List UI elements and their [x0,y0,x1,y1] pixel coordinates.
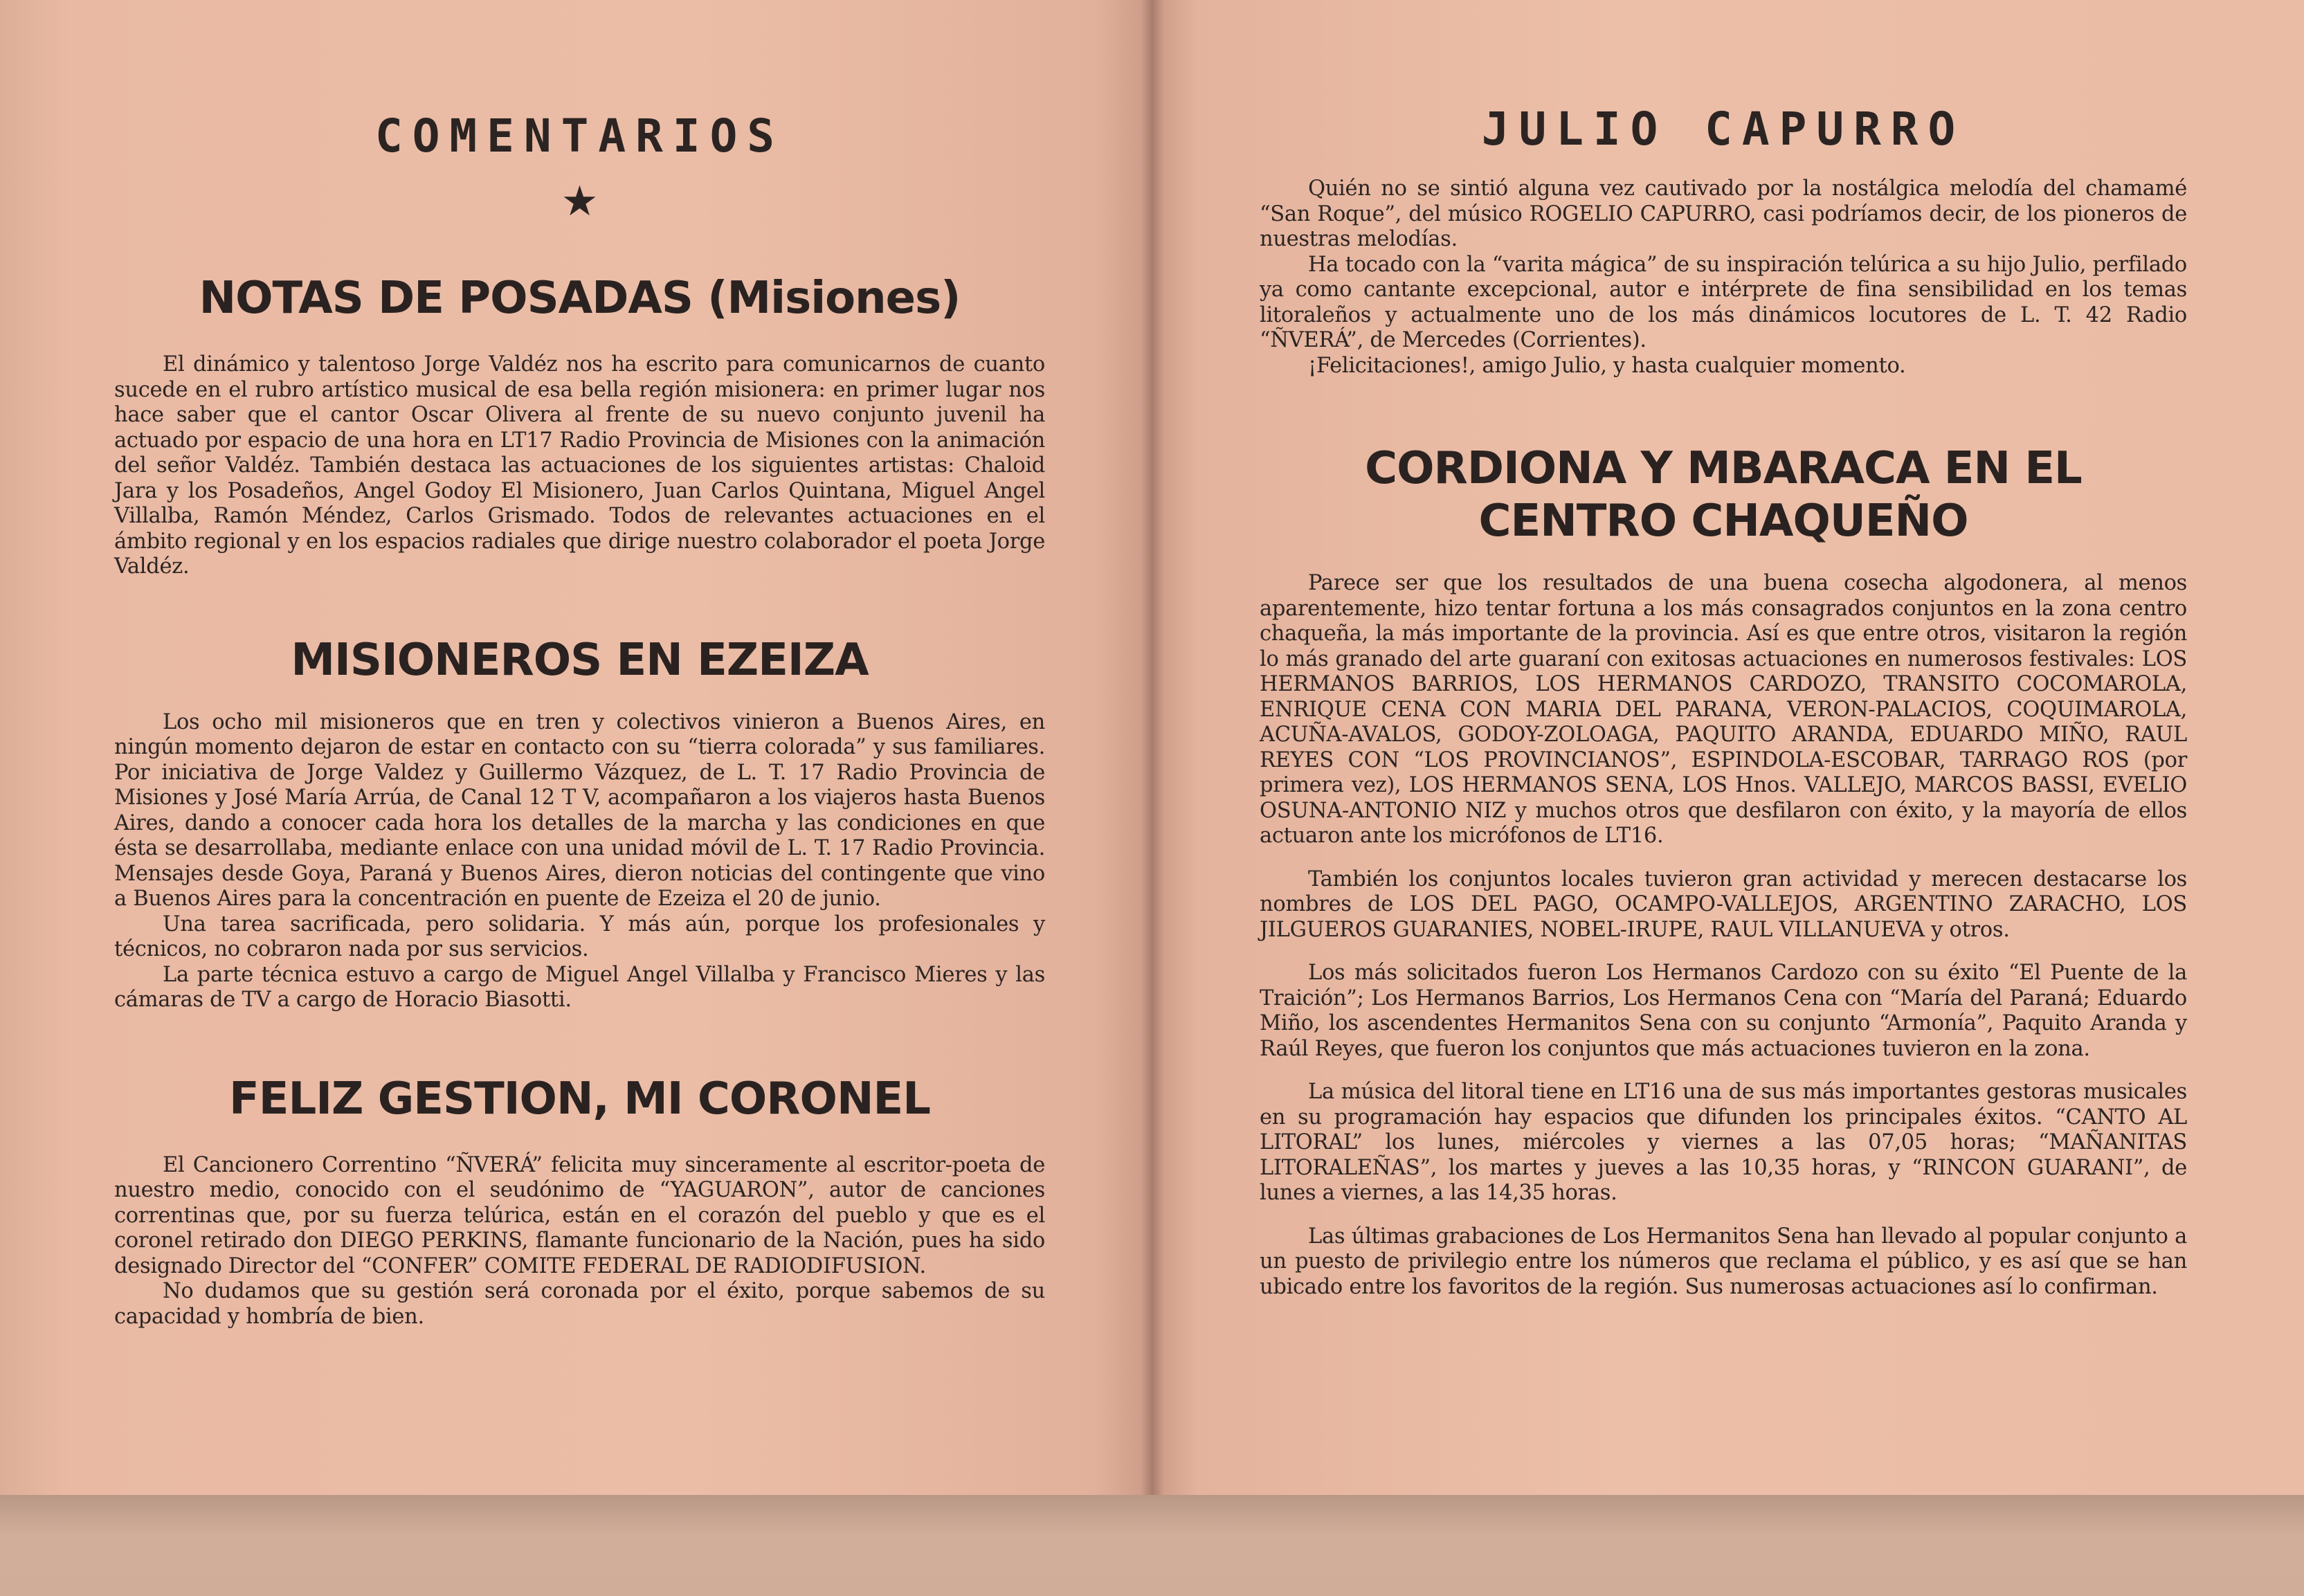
left-page-content [114,97,1045,1330]
section-title-julio-capurro: JULIO CAPURRO [1481,102,1966,156]
paragraph: Quién no se sintió alguna vez cautivado por la nostálgica melodía del chamamé “San Roque”, del músico ROGELIO CAPURRO, casi podríamos decir, de los pioneros de nuestras melodías. [1260,176,2187,251]
star-ornament: ★ [561,177,599,226]
scan-background-bottom [0,1495,2304,1596]
paragraph: La música del litoral tiene en LT16 una de sus más importantes gestoras musicales en su programación hay espacios que difunden los principales éxitos. “CANTO AL LITORAL” los lunes, miércoles y viernes a las 07,05 horas; “MAÑANITAS LITORALEÑAS”, los martes y jueves a las 10,35 horas, y “RINCON GUARANI”, de lunes a viernes, a las 14,35 horas. [1260,1080,2187,1205]
section-body-julio-capurro [1260,176,2187,379]
title-line-1: CORDIONA Y MBARACA EN EL [1365,443,2082,494]
section-title-cordiona-y-mbaraca [1260,442,2187,547]
paragraph: La parte técnica estuvo a cargo de Miguel Angel Villalba y Francisco Mieres y las cámaras de TV a cargo de Horacio Biasotti. [114,962,1045,1012]
paragraph: ¡Felicitaciones!, amigo Julio, y hasta cualquier momento. [1308,353,1906,378]
paragraph: También los conjuntos locales tuvieron gran actividad y merecen destacarse los nombres de LOS DEL PAGO, OCAMPO-VALLEJOS, ARGENTINO ZARACHO, LOS JILGUEROS GUARANIES, NOBEL-IRUPE, RAUL VILLANUEVA y otros. [1260,867,2187,942]
paragraph: El dinámico y talentoso Jorge Valdéz nos ha escrito para comunicarnos de cuanto sucede en el rubro artístico musical de esa bella región misionera: en primer lugar nos hace saber que el cantor Oscar Olivera al frente de su nuevo conjunto juvenil ha actuado por espacio de una hora en LT17 Radio Provincia de Misiones con la animación del señor Valdéz. También destaca las actuaciones de los siguientes artistas: Chaloid Jara y los Posadeños, Angel Godoy El Misionero, Juan Carlos Quintana, Miguel Angel Villalba, Ramón Méndez, Carlos Grismado. Todos de relevantes actuaciones en el ámbito regional y en los espacios radiales que dirige nuestro colaborador el poeta Jorge Valdéz. [114,352,1045,579]
paragraph: No dudamos que su gestión será coronada por el éxito, porque sabemos de su capacidad y hombría de bien. [114,1279,1045,1329]
paragraph: Parece ser que los resultados de una buena cosecha algodonera, al menos aparentemente, hizo tentar fortuna a los más consagrados conjuntos en la zona centro chaqueña, la más importante de la provincia. Así es que entre otros, visitaron la región lo más granado del arte guaraní con exitosas actuaciones en numerosos festivales: LOS HERMANOS BARRIOS, LOS HERMANOS CARDOZO, TRANSITO COCOMAROLA, ENRIQUE CENA CON MARIA DEL PARANA, VERON-PALACIOS, COQUIMAROLA, ACUÑA-AVALOS, GODOY-ZOLOAGA, PAQUITO ARANDA, EDUARDO MIÑO, RAUL REYES CON “LOS PROVINCIANOS”, ESPINDOLA-ESCOBAR, TARRAGO ROS (por primera vez), LOS HERMANOS SENA, LOS Hnos. VALLEJO, MARCOS BASSI, EVELIO OSUNA-ANTONIO NIZ y muchos otros que desfilaron con éxito, y la mayoría de ellos actuaron ante los micrófonos de LT16. [1260,571,2187,848]
section-title-misioneros-en-ezeiza: MISIONEROS EN EZEIZA [291,634,869,686]
paragraph: Las últimas grabaciones de Los Hermanitos Sena han llevado al popular conjunto a un puesto de privilegio entre los números que reclama el público, y es así que se han ubicado entre los favoritos de la región. Sus numerosas actuaciones así lo confirman. [1260,1224,2187,1299]
section-body-misioneros-en-ezeiza [114,710,1045,1013]
section-body-cordiona-y-mbaraca [1260,571,2187,1300]
paragraph: Los ocho mil misioneros que en tren y colectivos vinieron a Buenos Aires, en ningún momento dejaron de estar en contacto con su “tierra colorada” y sus familiares. Por iniciativa de Jorge Valdez y Guillermo Vázquez, de L. T. 17 Radio Provincia de Misiones y José María Arrúa, de Canal 12 T V, acompañaron a los viajeros hasta Buenos Aires, dando a conocer cada hora los detalles de la marcha y las condiciones en que ésta se desarrollaba, mediante enlace con una unidad móvil de L. T. 17 Radio Provincia. Mensajes desde Goya, Paraná y Buenos Aires, dieron noticias del contingente que vino a Buenos Aires para la concentración en puente de Ezeiza el 20 de junio. [114,709,1045,911]
section-body-feliz-gestion [114,1153,1045,1330]
page-header-comentarios: COMENTARIOS [374,109,785,163]
title-line-2: CENTRO CHAQUEÑO [1478,496,1968,547]
section-title-feliz-gestion: FELIZ GESTION, MI CORONEL [229,1073,930,1125]
paragraph: Una tarea sacrificada, pero solidaria. Y más aún, porque los profesionales y técnicos, no cobraron nada por sus servicios. [114,912,1045,961]
right-page-content [1260,97,2187,1300]
paragraph: Ha tocado con la “varita mágica” de su inspiración telúrica a su hijo Julio, perfilado ya como cantante excepcional, autor e intérprete de fina sensibilidad en los temas litoraleños y actualmente uno de los más dinámicos locutores de L. T. 42 Radio “ÑVERÁ”, de Mercedes (Corrientes). [1260,252,2187,352]
section-body-notas-de-posadas [114,352,1045,580]
section-title-notas-de-posadas: NOTAS DE POSADAS (Misiones) [199,273,961,324]
paragraph: El Cancionero Correntino “ÑVERÁ” felicita muy sinceramente al escritor-poeta de nuestro medio, conocido con el seudónimo de “YAGUARON”, autor de canciones correntinas que, por su fuerza telúrica, están en el corazón del pueblo y que es el coronel retirado don DIEGO PERKINS, flamante funcionario de la Nación, pues ha sido designado Director del “CONFER” COMITE FEDERAL DE RADIODIFUSION. [114,1152,1045,1278]
paragraph: Los más solicitados fueron Los Hermanos Cardozo con su éxito “El Puente de la Traición”; Los Hermanos Barrios, Los Hermanos Cena con “María del Paraná; Eduardo Miño, los ascendentes Hermanitos Sena con su conjunto “Armonía”, Paquito Aranda y Raúl Reyes, que fueron los conjuntos que más actuaciones tuvieron en la zona. [1260,961,2187,1061]
page-gutter [1141,0,1164,1495]
